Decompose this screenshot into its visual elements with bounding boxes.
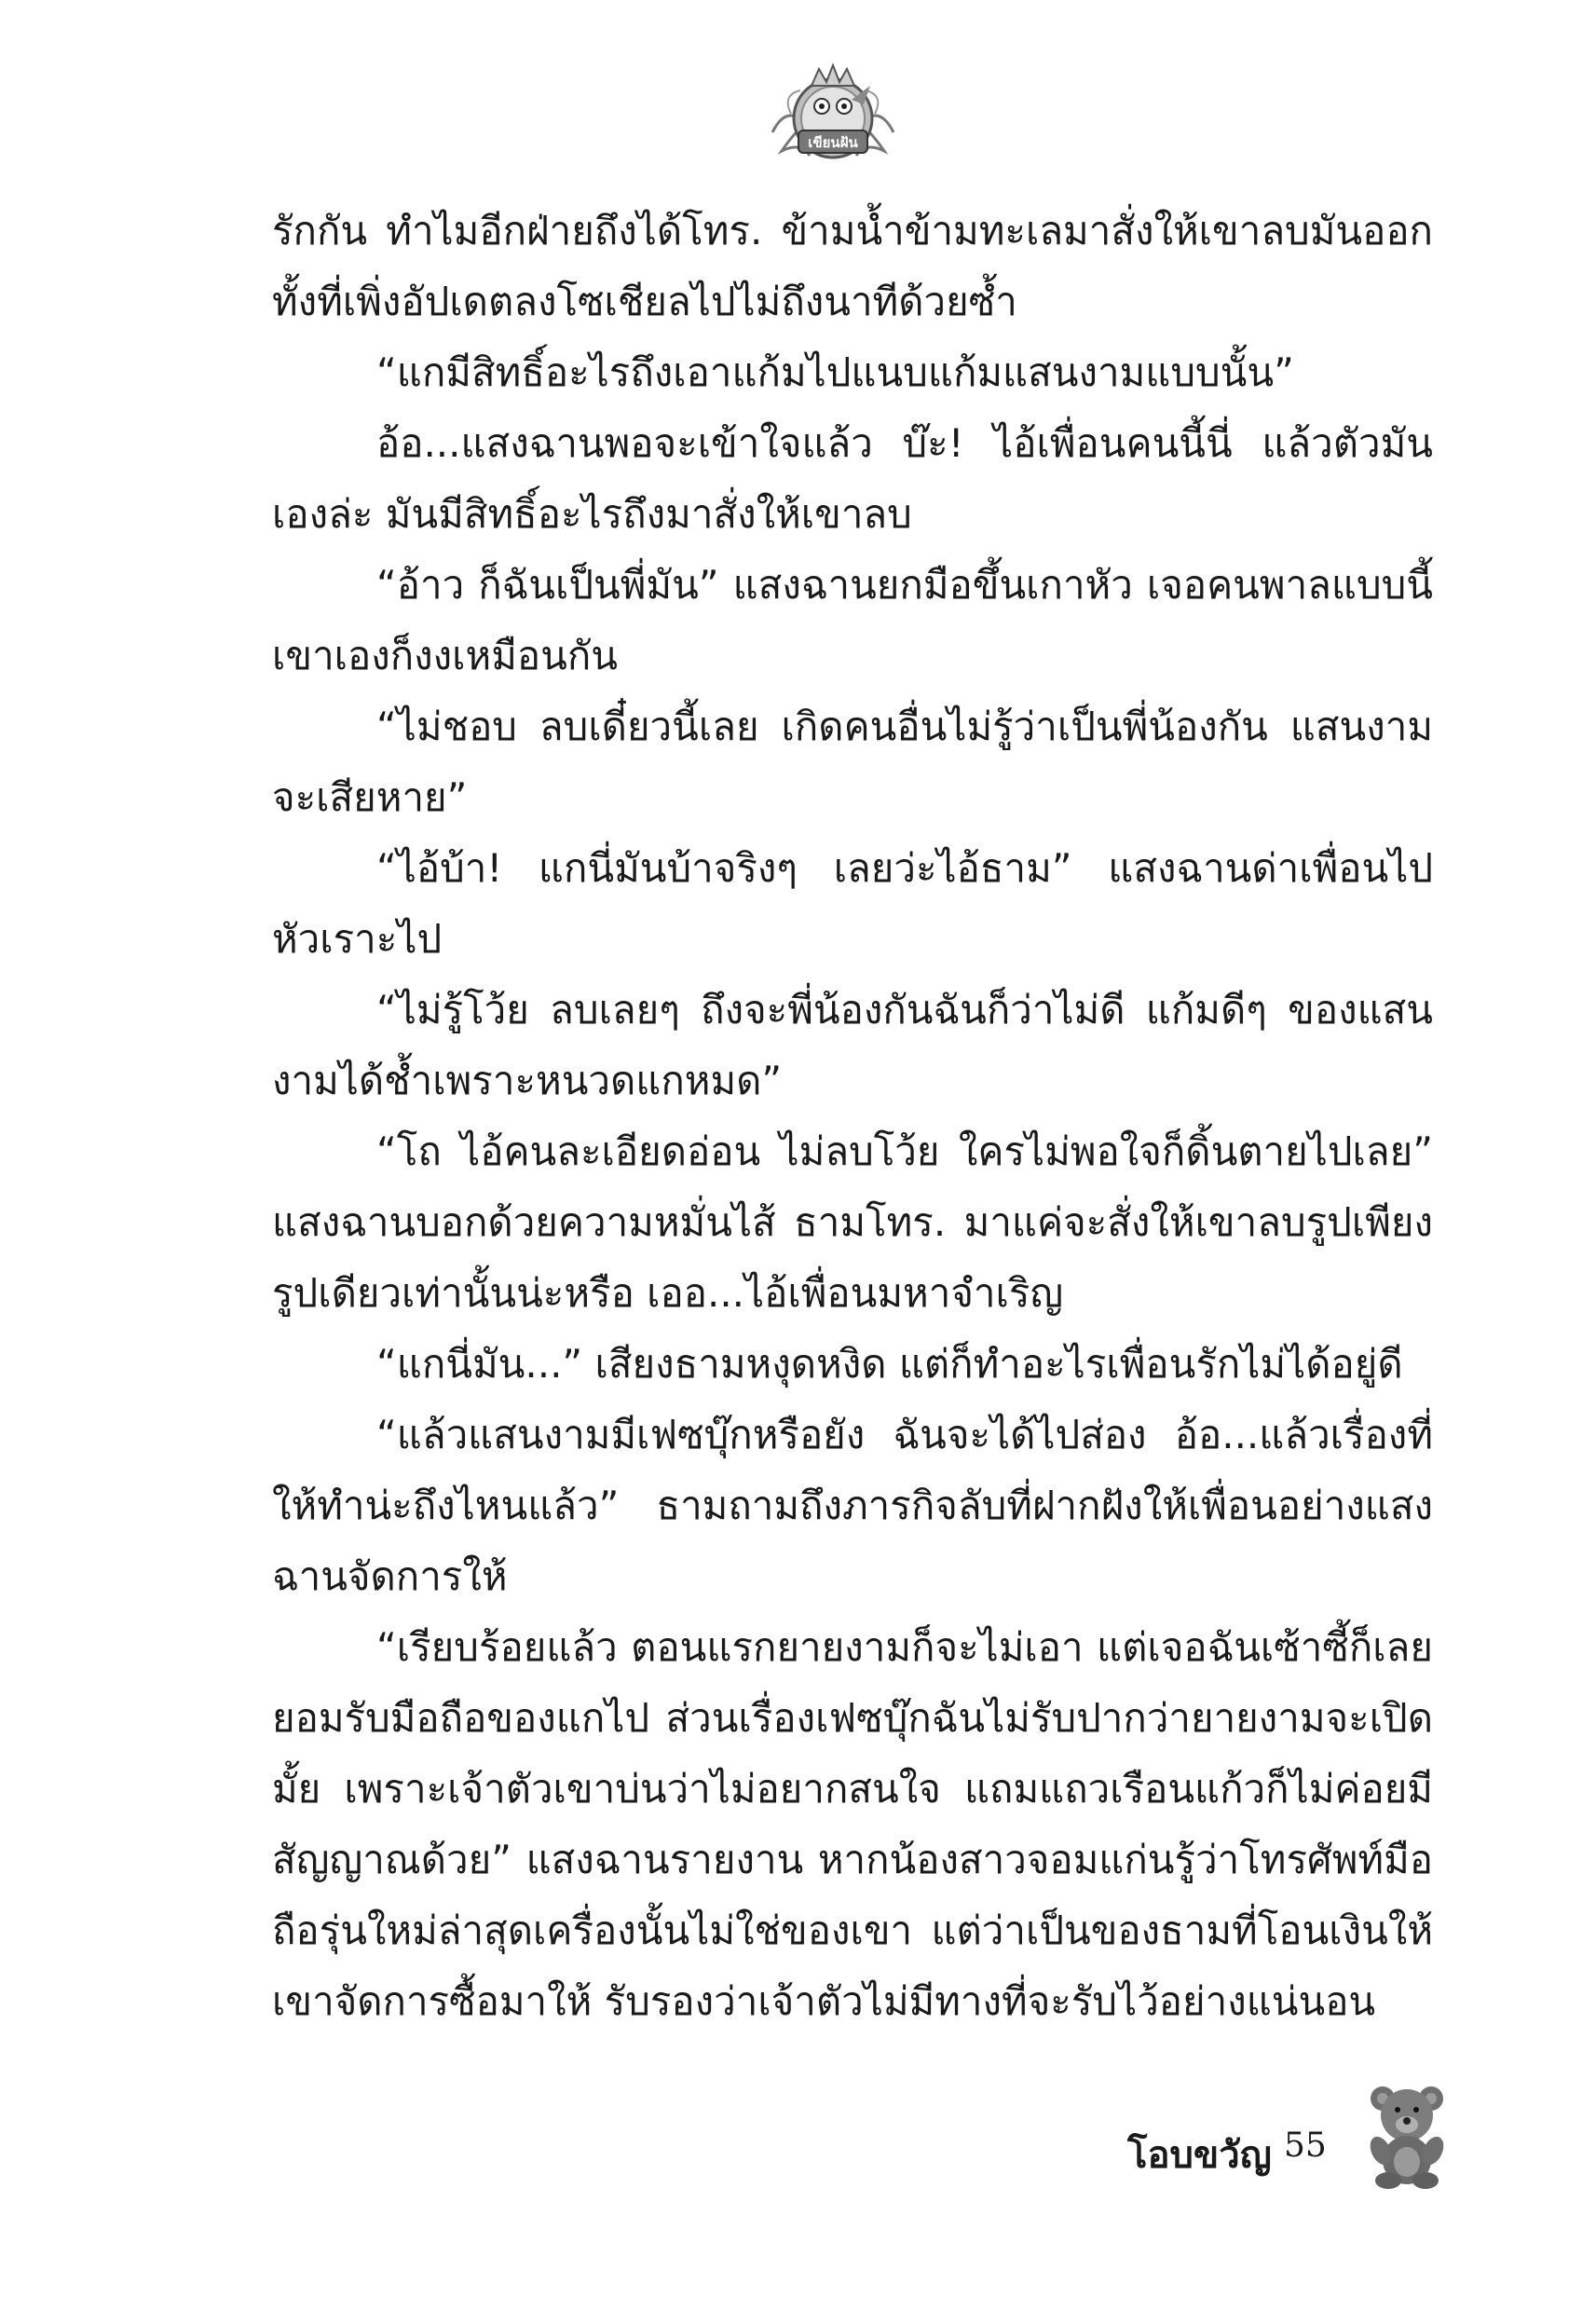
book-title: โอบขวัญ	[1127, 2134, 1272, 2177]
ornamental-crest-icon	[763, 48, 903, 179]
page-footer	[1025, 2078, 1444, 2218]
paragraph: “แล้วแสนงามมีเฟซบุ๊กหรือยัง ฉันจะได้ไปส่อง อ้อ...แล้วเรื่องที่ให้ทำน่ะถึงไหนแล้ว” ธามถามถึงภารกิจลับที่ฝากฝังให้เพื่อนอย่างแสงฉานจัดการให้	[272, 1412, 1433, 1599]
paragraph: “แกมีสิทธิ์อะไรถึงเอาแก้มไปแนบแก้มแสนงามแบบนั้น”	[376, 349, 1294, 395]
paragraph: “แกนี่มัน...” เสียงธามหงุดหงิด แต่ก็ทำอะไรเพื่อนรักไม่ได้อยู่ดี	[376, 1341, 1403, 1387]
body-text	[272, 196, 1433, 2037]
paragraph: “ไม่รู้โว้ย ลบเลยๆ ถึงจะพี่น้องกันฉันก็ว่าไม่ดี แก้มดีๆ ของแสนงามได้ช้ำเพราะหนวดแกหมด”	[272, 987, 1433, 1103]
paragraph: รักกัน ทำไมอีกฝ่ายถึงได้โทร. ข้ามน้ำข้ามทะเลมาสั่งให้เขาลบมันออก ทั้งที่เพิ่งอัปเดตลงโซเชียลไปไม่ถึงนาทีด้วยซ้ำ	[272, 208, 1433, 324]
paragraph: “โถ ไอ้คนละเอียดอ่อน ไม่ลบโว้ย ใครไม่พอใจก็ดิ้นตายไปเลย” แสงฉานบอกด้วยความหมั่นไส้ ธามโทร. มาแค่จะสั่งให้เขาลบรูปเพียงรูปเดียวเท่านั้นน่ะหรือ เออ...ไอ้เพื่อนมหาจำเริญ	[272, 1128, 1433, 1316]
paragraph: “อ้าว ก็ฉันเป็นพี่มัน” แสงฉานยกมือขึ้นเกาหัว เจอคนพาลแบบนี้เขาเองก็งงเหมือนกัน	[272, 562, 1433, 678]
logo-text: เขียนฝัน	[808, 134, 858, 151]
teddy-bear-icon	[1360, 2078, 1453, 2190]
paragraph: อ้อ...แสงฉานพอจะเข้าใจแล้ว บ๊ะ! ไอ้เพื่อนคนนี้นี่ แล้วตัวมันเองล่ะ มันมีสิทธิ์อะไรถึงมาสั่งให้เขาลบ	[272, 420, 1433, 537]
paragraph: “ไอ้บ้า! แกนี่มันบ้าจริงๆ เลยว่ะไอ้ธาม” แสงฉานด่าเพื่อนไปหัวเราะไป	[272, 845, 1433, 962]
page-number: 55	[1284, 2126, 1327, 2165]
paragraph: “เรียบร้อยแล้ว ตอนแรกยายงามก็จะไม่เอา แต่เจอฉันเซ้าซี้ก็เลยยอมรับมือถือของแกไป ส่วนเรื่องเฟซบุ๊กฉันไม่รับปากว่ายายงามจะเปิดมั้ย เพราะเจ้าตัวเขาบ่นว่าไม่อยากสนใจ แถมแถวเรือนแก้วก็ไม่ค่อยมีสัญญาณด้วย” แสงฉานรายงาน หากน้องสาวจอมแก่นรู้ว่าโทรศัพท์มือถือรุ่นใหม่ล่าสุดเครื่องนั้นไม่ใช่ของเขา แต่ว่าเป็นของธามที่โอนเงินให้เขาจัดการซื้อมาให้ รับรองว่าเจ้าตัวไม่มีทางที่จะรับไว้อย่างแน่นอน	[272, 1624, 1433, 2024]
paragraph: “ไม่ชอบ ลบเดี๋ยวนี้เลย เกิดคนอื่นไม่รู้ว่าเป็นพี่น้องกัน แสนงามจะเสียหาย”	[272, 704, 1433, 820]
